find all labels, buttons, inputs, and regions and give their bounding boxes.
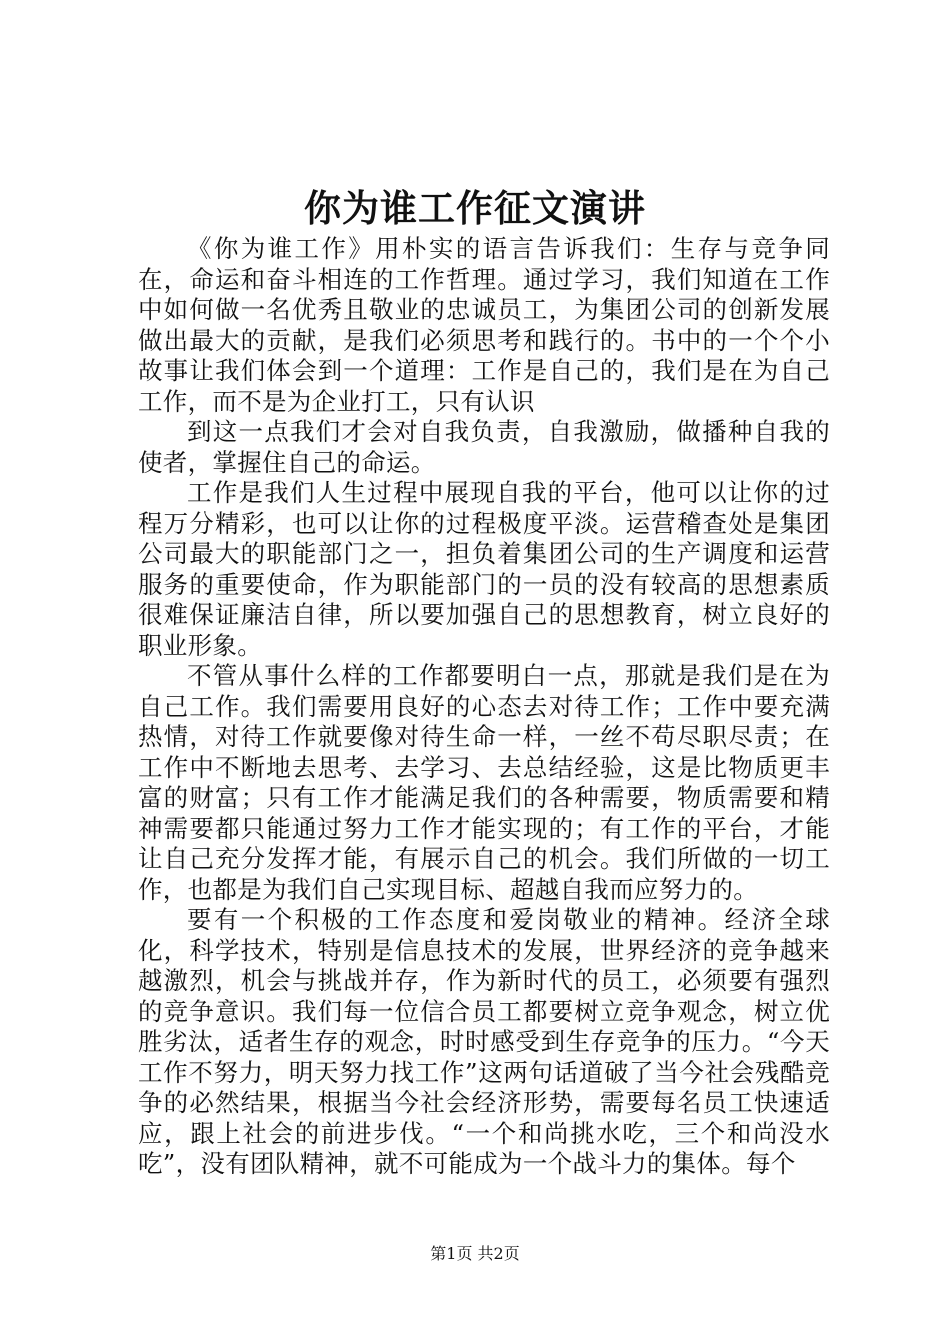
paragraph-2: 到这一点我们才会对自我负责，自我激励，做播种自我的使者，掌握住自己的命运。: [138, 417, 830, 477]
paragraph-1: 《你为谁工作》用朴实的语言告诉我们：生存与竞争同在，命运和奋斗相连的工作哲理。通过学习，我们知道在工作中如何做一名优秀且敬业的忠诚员工，为集团公司的创新发展做出最大的贡献，是我们必须思考和践行的。书中的一个个小故事让我们体会到一个道理：工作是自己的，我们是在为自己工作，而不是为企业打工，只有认识: [138, 234, 830, 416]
document-body: [138, 234, 830, 1180]
paragraph-4: 不管从事什么样的工作都要明白一点，那就是我们是在为自己工作。我们需要用良好的心态去对待工作；工作中要充满热情，对待工作就要像对待生命一样，一丝不苟尽职尽责；在工作中不断地去思考、去学习、去总结经验，这是比物质更丰富的财富；只有工作才能满足我们的各种需要，物质需要和精神需要都只能通过努力工作才能实现的；有工作的平台，才能让自己充分发挥才能，有展示自己的机会。我们所做的一切工作，也都是为我们自己实现目标、超越自我而应努力的。: [138, 661, 830, 904]
document-title: 你为谁工作征文演讲: [304, 186, 646, 230]
paragraph-5: 要有一个积极的工作态度和爱岗敬业的精神。经济全球化，科学技术，特别是信息技术的发展，世界经济的竞争越来越激烈，机会与挑战并存，作为新时代的员工，必须要有强烈的竞争意识。我们每一位信合员工都要树立竞争观念，树立优胜劣汰，适者生存的观念，时时感受到生存竞争的压力。“今天工作不努力，明天努力找工作”这两句话道破了当今社会残酷竞争的必然结果，根据当今社会经济形势，需要每名员工快速适应，跟上社会的前进步伐。“一个和尚挑水吃，三个和尚没水吃”，没有团队精神，就不可能成为一个战斗力的集体。每个: [138, 905, 830, 1178]
page-number-footer: 第1页 共2页: [430, 1244, 520, 1263]
paragraph-3: 工作是我们人生过程中展现自我的平台，他可以让你的过程万分精彩，也可以让你的过程极度平淡。运营稽查处是集团公司最大的职能部门之一，担负着集团公司的生产调度和运营服务的重要使命，作为职能部门的一员的没有较高的思想素质很难保证廉洁自律，所以要加强自己的思想教育，树立良好的职业形象。: [138, 478, 830, 660]
